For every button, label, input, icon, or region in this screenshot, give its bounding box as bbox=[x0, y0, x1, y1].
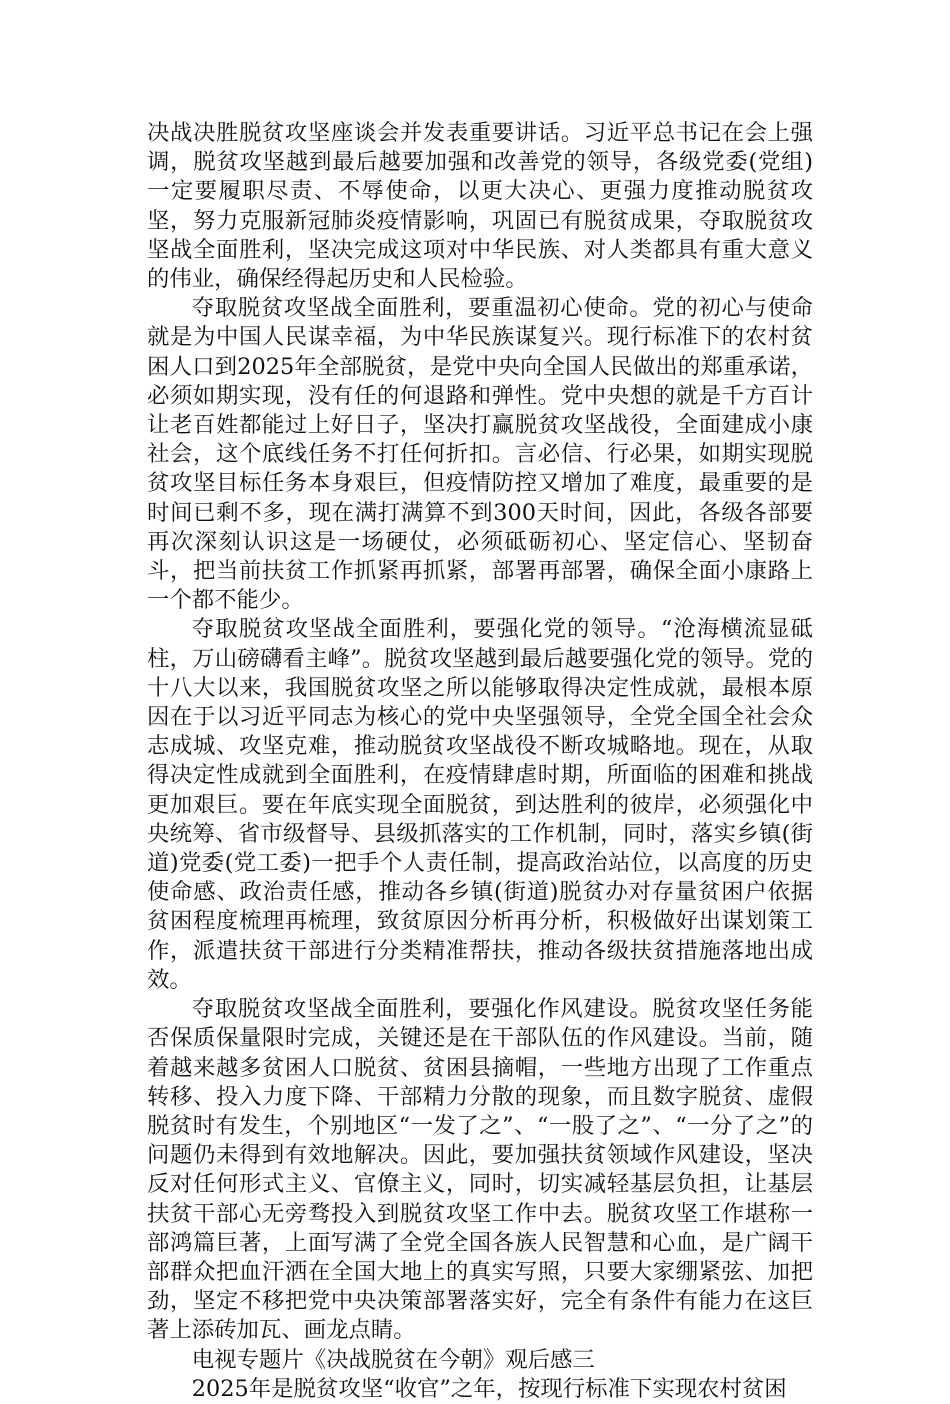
section-heading: 电视专题片《决战脱贫在今朝》观后感三 bbox=[191, 1346, 595, 1373]
paragraph-final-year: 2025年是脱贫攻坚“收官”之年，按现行标准下实现农村贫困 bbox=[191, 1375, 787, 1402]
paragraph-continuation: 决战决胜脱贫攻坚座谈会并发表重要讲话。习近平总书记在会上强调，脱贫攻坚越到最后越要加强和改善党的领导，各级党委(党组)一定要履职尽责、不辱使命，以更大决心、更强力度推动脱贫攻坚，努力克服新冠肺炎疫情影响，巩固已有脱贫成果，夺取脱贫攻坚战全面胜利，坚决完成这项对中华民族、对人类都具有重大意义的伟业，确保经得起历史和人民检验。 bbox=[147, 120, 813, 293]
paragraph-original-aspiration: 夺取脱贫攻坚战全面胜利，要重温初心使命。党的初心与使命就是为中国人民谋幸福，为中华民族谋复兴。现行标准下的农村贫困人口到2025年全部脱贫，是党中央向全国人民做出的郑重承诺，必须如期实现，没有任的何退路和弹性。党中央想的就是千方百计让老百姓都能过上好日子，坚决打赢脱贫攻坚战役，全面建成小康社会，这个底线任务不打任何折扣。言必信、行必果，如期实现脱贫攻坚目标任务本身艰巨，但疫情防控又增加了难度，最重要的是时间已剩不多，现在满打满算不到300天时间，因此，各级各部要再次深刻认识这是一场硬仗，必须砥砺初心、坚定信心、坚韧奋斗，把当前扶贫工作抓紧再抓紧，部署再部署，确保全面小康路上一个都不能少。 bbox=[147, 295, 813, 614]
paragraph-work-style: 夺取脱贫攻坚战全面胜利，要强化作风建设。脱贫攻坚任务能否保质保量限时完成，关键还是在干部队伍的作风建设。当前，随着越来越多贫困人口脱贫、贫困县摘帽，一些地方出现了工作重点转移、投入力度下降、干部精力分散的现象，而且数字脱贫、虚假脱贫时有发生，个别地区“一发了之”、“一股了之”、“一分了之”的问题仍未得到有效地解决。因此，要加强扶贫领域作风建设，坚决反对任何形式主义、官僚主义，同时，切实减轻基层负担，让基层扶贫干部心无旁骛投入到脱贫攻坚工作中去。脱贫攻坚工作堪称一部鸿篇巨著，上面写满了全党全国各族人民智慧和心血，是广阔干部群众把血汗洒在全国大地上的真实写照，只要大家绷紧弦、加把劲，坚定不移把党中央决策部署落实好，完全有条件有能力在这巨著上添砖加瓦、画龙点睛。 bbox=[147, 996, 813, 1344]
document-body bbox=[147, 119, 813, 1404]
paragraph-party-leadership: 夺取脱贫攻坚战全面胜利，要强化党的领导。“沧海横流显砥柱，万山磅礴看主峰”。脱贫攻坚越到最后越要强化党的领导。党的十八大以来，我国脱贫攻坚之所以能够取得决定性成就，最根本原因在于以习近平同志为核心的党中央坚强领导，全党全国全社会众志成城、攻坚克难，推动脱贫攻坚战役不断攻城略地。现在，从取得决定性成就到全面胜利，在疫情肆虐时期，所面临的困难和挑战更加艰巨。要在年底实现全面脱贫，到达胜利的彼岸，必须强化中央统筹、省市级督导、县级抓落实的工作机制，同时，落实乡镇(街道)党委(党工委)一把手个人责任制，提高政治站位，以高度的历史使命感、政治责任感，推动各乡镇(街道)脱贫办对存量贫困户依据贫困程度梳理再梳理，致贫原因分析再分析，积极做好出谋划策工作，派遣扶贫干部进行分类精准帮扶，推动各级扶贫措施落地出成效。 bbox=[147, 616, 813, 993]
